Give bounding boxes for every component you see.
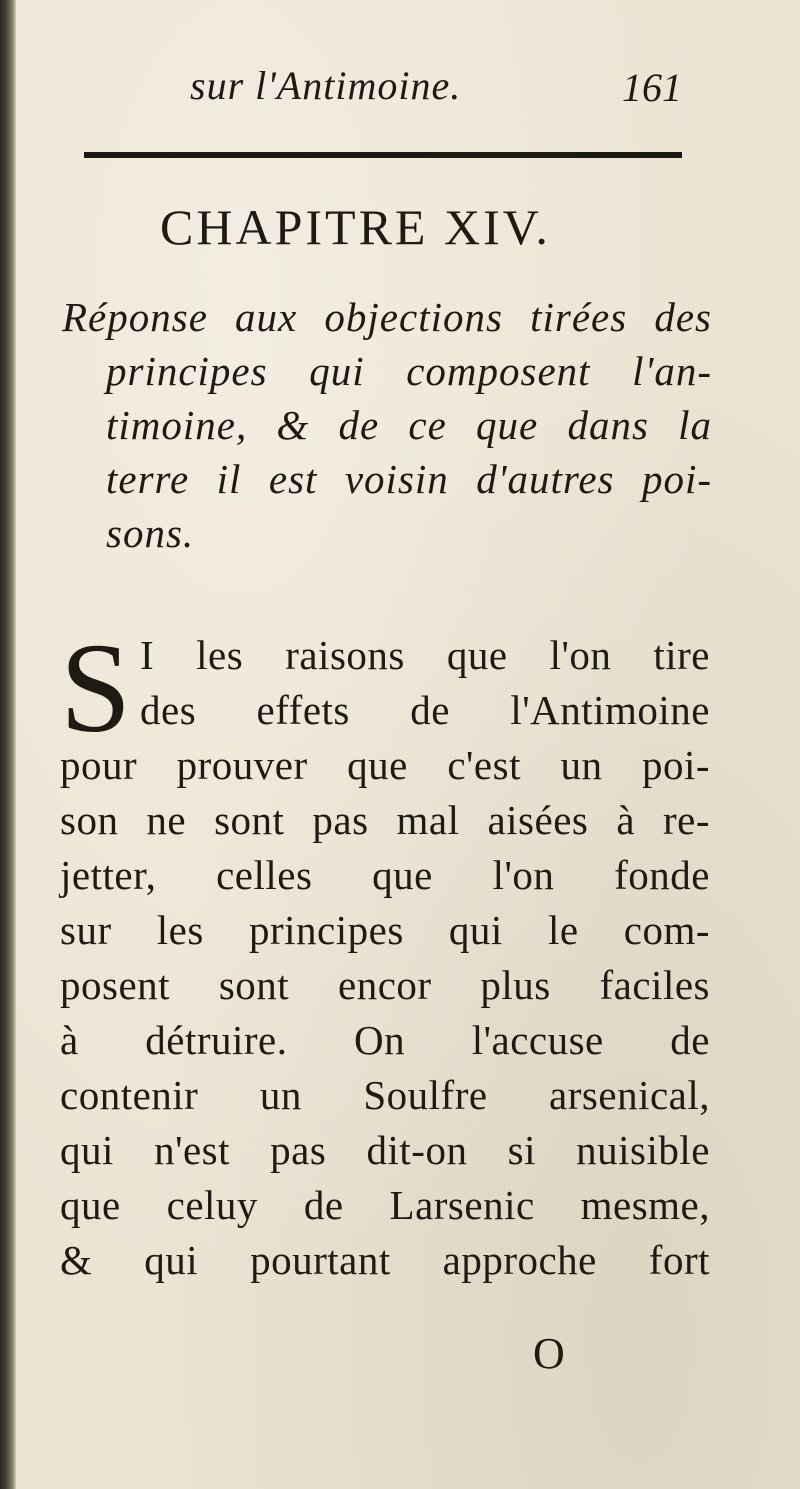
body-line: I les raisons que l'on tire <box>140 632 710 678</box>
summary-line: timoine, & de ce que dans la <box>106 402 712 448</box>
body-line: & qui pourtant approche fort <box>60 1237 710 1283</box>
page-binding-edge <box>0 0 16 1489</box>
body-line: posent sont encor plus faciles <box>60 962 710 1008</box>
summary-line: sons. <box>106 510 195 556</box>
body-line: qui n'est pas dit-on si nuisible <box>60 1127 710 1173</box>
body-line: pour prouver que c'est un poi- <box>60 742 710 788</box>
summary-line: principes qui composent l'an- <box>106 348 712 394</box>
body-line: sur les principes qui le com- <box>60 907 710 953</box>
running-head: sur l'Antimoine. <box>190 63 462 108</box>
drop-cap: S <box>60 617 132 759</box>
chapter-summary <box>62 290 712 560</box>
summary-line: terre il est voisin d'autres poi- <box>106 456 712 502</box>
body-line: des effets de l'Antimoine <box>140 687 710 733</box>
body-line: jetter, celles que l'on fonde <box>60 852 710 898</box>
drop-cap-lines <box>60 628 710 738</box>
body-line: que celuy de Larsenic mesme, <box>60 1182 710 1228</box>
summary-line: Réponse aux objections tirées des <box>62 294 712 340</box>
body-line: son ne sont pas mal aisées à re- <box>60 797 710 843</box>
body-line: contenir un Soulfre arsenical, <box>60 1072 710 1118</box>
body-line: à détruire. On l'accuse de <box>60 1017 710 1063</box>
header-rule <box>84 152 682 158</box>
body-text <box>60 617 710 1288</box>
page-number: 161 <box>622 65 682 110</box>
chapter-title: CHAPITRE XIV. <box>160 199 551 255</box>
signature-mark: O <box>533 1329 565 1378</box>
